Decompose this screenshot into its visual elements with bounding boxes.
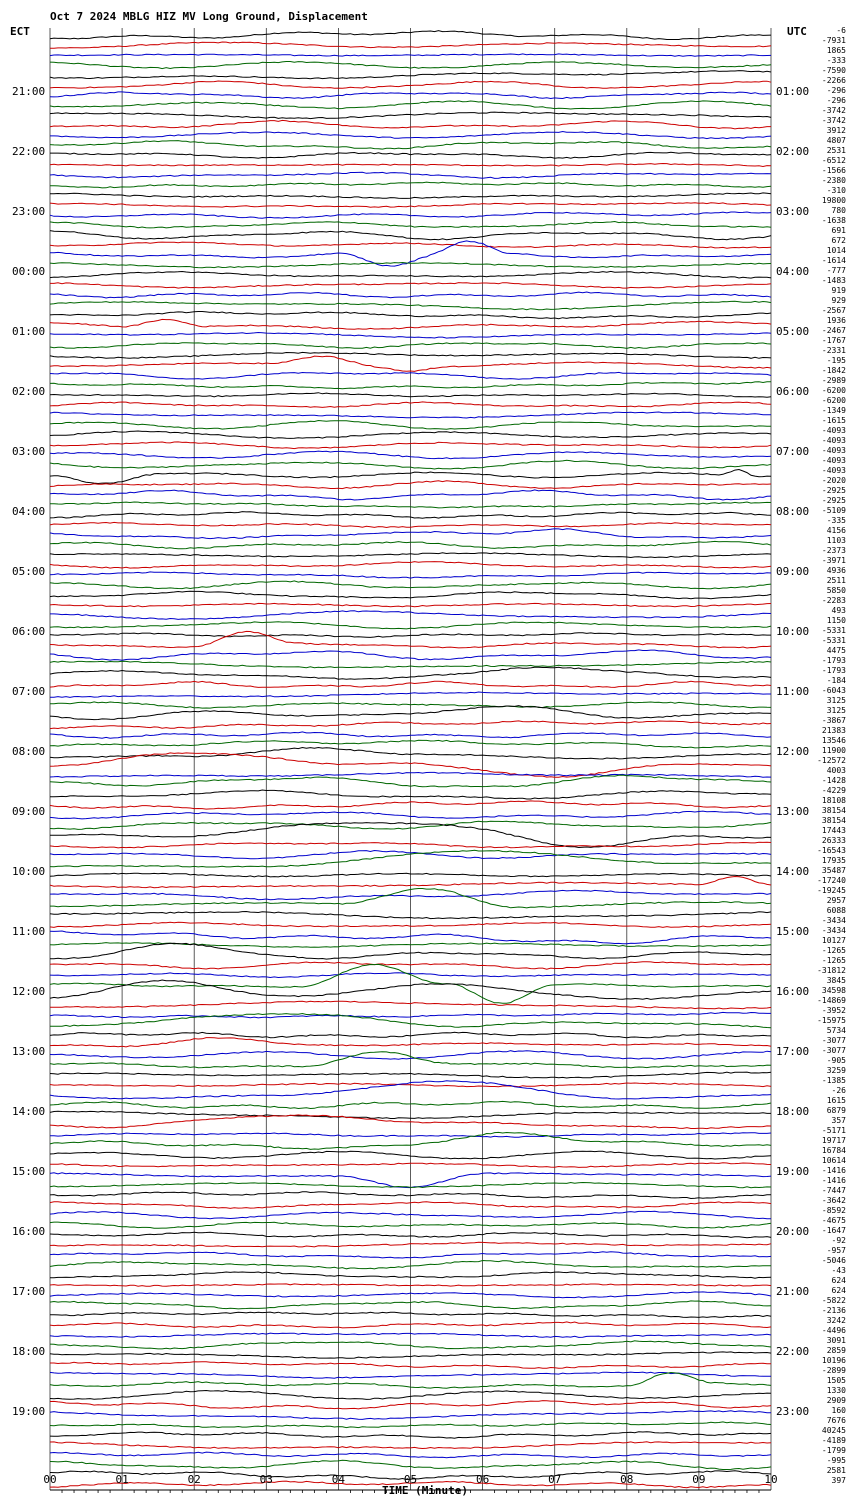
trace-value-label: -184 bbox=[826, 676, 846, 685]
trace-value-label: -3867 bbox=[821, 716, 846, 725]
trace-value-label: -1265 bbox=[821, 946, 846, 955]
trace-value-label: 2957 bbox=[826, 896, 846, 905]
trace-value-label: -4229 bbox=[821, 786, 846, 795]
trace-value-label: -2266 bbox=[821, 76, 846, 85]
x-tick-09: 09 bbox=[692, 1473, 706, 1486]
right-hour-label: 20:00 bbox=[776, 1225, 810, 1238]
trace-value-label: 2531 bbox=[826, 146, 846, 155]
right-hour-label: 16:00 bbox=[776, 985, 810, 998]
trace-value-label: -2925 bbox=[821, 496, 846, 505]
right-hour-label: 05:00 bbox=[776, 325, 810, 338]
trace-value-label: -2283 bbox=[821, 596, 846, 605]
trace-value-label: -3742 bbox=[821, 106, 846, 115]
trace-value-label: 1936 bbox=[826, 316, 846, 325]
trace-value-label: 13546 bbox=[821, 736, 846, 745]
trace-value-label: -1483 bbox=[821, 276, 846, 285]
trace-value-label: 6879 bbox=[826, 1106, 846, 1115]
trace-value-label: 4003 bbox=[826, 766, 846, 775]
trace-value-label: -26 bbox=[831, 1086, 846, 1095]
trace-value-label: -12572 bbox=[817, 756, 846, 765]
trace-value-label: 3259 bbox=[826, 1066, 846, 1075]
x-tick-04: 04 bbox=[331, 1473, 346, 1486]
trace-value-label: -333 bbox=[826, 56, 846, 65]
right-hour-label: 10:00 bbox=[776, 625, 810, 638]
right-hour-label: 09:00 bbox=[776, 565, 810, 578]
trace-value-label: 38154 bbox=[821, 816, 846, 825]
trace-value-label: 17935 bbox=[821, 856, 846, 865]
trace-value-label: -4189 bbox=[821, 1436, 846, 1445]
trace-value-label: -4093 bbox=[821, 426, 846, 435]
trace-value-label: -3952 bbox=[821, 1006, 846, 1015]
left-timezone-label: ECT bbox=[10, 25, 30, 38]
left-hour-label: 14:00 bbox=[12, 1105, 46, 1118]
trace-value-label: -995 bbox=[826, 1456, 846, 1465]
trace-value-label: 1865 bbox=[826, 46, 846, 55]
trace-value-label: -335 bbox=[826, 516, 846, 525]
trace-value-label: 6088 bbox=[826, 906, 846, 915]
trace-value-label: -1349 bbox=[821, 406, 846, 415]
trace-value-label: -1842 bbox=[821, 366, 846, 375]
right-hour-label: 07:00 bbox=[776, 445, 810, 458]
chart-title: Oct 7 2024 MBLG HIZ MV Long Ground, Displacement bbox=[50, 10, 368, 23]
trace-value-label: 624 bbox=[831, 1276, 846, 1285]
trace-value-label: -957 bbox=[826, 1246, 846, 1255]
x-tick-02: 02 bbox=[187, 1473, 201, 1486]
x-tick-05: 05 bbox=[403, 1473, 418, 1486]
trace-value-label: -92 bbox=[831, 1236, 846, 1245]
x-tick-01: 01 bbox=[115, 1473, 129, 1486]
trace-value-label: -1416 bbox=[821, 1176, 846, 1185]
trace-value-label: 493 bbox=[831, 606, 846, 615]
left-hour-label: 23:00 bbox=[12, 205, 46, 218]
left-hour-label: 03:00 bbox=[12, 445, 46, 458]
right-hour-label: 02:00 bbox=[776, 145, 810, 158]
trace-value-label: 1615 bbox=[826, 1096, 846, 1105]
trace-value-label: 19717 bbox=[821, 1136, 846, 1145]
right-hour-label: 18:00 bbox=[776, 1105, 810, 1118]
left-hour-label: 02:00 bbox=[12, 385, 46, 398]
trace-value-label: 691 bbox=[831, 226, 846, 235]
trace-value-label: 397 bbox=[831, 1476, 846, 1485]
left-hour-label: 13:00 bbox=[12, 1045, 46, 1058]
trace-value-label: -2925 bbox=[821, 486, 846, 495]
left-hour-label: 22:00 bbox=[12, 145, 46, 158]
trace-value-label: -14869 bbox=[817, 996, 846, 1005]
left-hour-label: 10:00 bbox=[12, 865, 46, 878]
trace-value-label: 2859 bbox=[826, 1346, 846, 1355]
trace-value-label: -3434 bbox=[821, 916, 846, 925]
left-hour-label: 05:00 bbox=[12, 565, 46, 578]
trace-value-label: 3125 bbox=[826, 696, 846, 705]
trace-value-label: -1416 bbox=[821, 1166, 846, 1175]
trace-value-label: -5331 bbox=[821, 636, 846, 645]
trace-value-label: -43 bbox=[831, 1266, 846, 1275]
left-hour-label: 07:00 bbox=[12, 685, 46, 698]
x-tick-03: 03 bbox=[259, 1473, 273, 1486]
trace-value-label: -6 bbox=[836, 26, 846, 35]
trace-value-label: -1385 bbox=[821, 1076, 846, 1085]
trace-value-label: -19245 bbox=[817, 886, 846, 895]
trace-value-label: -1799 bbox=[821, 1446, 846, 1455]
trace-value-label: -2380 bbox=[821, 176, 846, 185]
trace-value-label: 10196 bbox=[821, 1356, 846, 1365]
trace-value-label: -195 bbox=[826, 356, 846, 365]
trace-value-label: 16784 bbox=[821, 1146, 846, 1155]
trace-value-label: -3971 bbox=[821, 556, 846, 565]
left-hour-label: 09:00 bbox=[12, 805, 46, 818]
trace-value-label: -310 bbox=[826, 186, 846, 195]
left-hour-label: 21:00 bbox=[12, 85, 46, 98]
trace-value-label: 919 bbox=[831, 286, 846, 295]
trace-value-label: -31812 bbox=[817, 966, 846, 975]
trace-value-label: -1615 bbox=[821, 416, 846, 425]
right-hour-label: 01:00 bbox=[776, 85, 810, 98]
trace-value-label: 929 bbox=[831, 296, 846, 305]
left-hour-label: 19:00 bbox=[12, 1405, 46, 1418]
trace-value-label: -3742 bbox=[821, 116, 846, 125]
trace-value-label: -3434 bbox=[821, 926, 846, 935]
trace-value-label: -5171 bbox=[821, 1126, 846, 1135]
trace-value-label: -2373 bbox=[821, 546, 846, 555]
trace-value-label: 3845 bbox=[826, 976, 846, 985]
trace-value-label: -5331 bbox=[821, 626, 846, 635]
trace-value-label: -1265 bbox=[821, 956, 846, 965]
trace-value-label: -5822 bbox=[821, 1296, 846, 1305]
trace-value-label: 38154 bbox=[821, 806, 846, 815]
trace-value-label: -8592 bbox=[821, 1206, 846, 1215]
x-tick-08: 08 bbox=[620, 1473, 634, 1486]
trace-value-label: -1767 bbox=[821, 336, 846, 345]
left-hour-label: 01:00 bbox=[12, 325, 46, 338]
trace-value-label: 4807 bbox=[826, 136, 846, 145]
trace-value-label: -3077 bbox=[821, 1036, 846, 1045]
trace-value-label: -1793 bbox=[821, 666, 846, 675]
x-axis-label: TIME (Minute) bbox=[381, 1484, 469, 1497]
left-hour-label: 17:00 bbox=[12, 1285, 46, 1298]
trace-value-label: -15975 bbox=[817, 1016, 846, 1025]
trace-value-label: 10127 bbox=[821, 936, 846, 945]
trace-value-label: -2989 bbox=[821, 376, 846, 385]
trace-value-label: 11900 bbox=[821, 746, 846, 755]
trace-value-label: -1614 bbox=[821, 256, 846, 265]
trace-value-label: 3091 bbox=[826, 1336, 846, 1345]
right-hour-label: 12:00 bbox=[776, 745, 810, 758]
trace-value-label: -1638 bbox=[821, 216, 846, 225]
trace-value-label: 2511 bbox=[826, 576, 846, 585]
trace-value-label: 357 bbox=[831, 1116, 846, 1125]
trace-value-label: -7931 bbox=[821, 36, 846, 45]
trace-value-label: 672 bbox=[831, 236, 846, 245]
trace-value-label: 35487 bbox=[821, 866, 846, 875]
trace-value-label: -2467 bbox=[821, 326, 846, 335]
right-hour-label: 22:00 bbox=[776, 1345, 810, 1358]
trace-value-label: -2567 bbox=[821, 306, 846, 315]
trace-value-label: -4496 bbox=[821, 1326, 846, 1335]
trace-value-label: 26333 bbox=[821, 836, 846, 845]
trace-value-label: 40245 bbox=[821, 1426, 846, 1435]
right-hour-label: 08:00 bbox=[776, 505, 810, 518]
trace-value-label: 19800 bbox=[821, 196, 846, 205]
right-hour-label: 17:00 bbox=[776, 1045, 810, 1058]
left-hour-label: 12:00 bbox=[12, 985, 46, 998]
trace-value-label: 160 bbox=[831, 1406, 846, 1415]
trace-value-label: -4093 bbox=[821, 456, 846, 465]
x-tick-00: 00 bbox=[43, 1473, 57, 1486]
trace-value-label: 3242 bbox=[826, 1316, 846, 1325]
right-hour-label: 03:00 bbox=[776, 205, 810, 218]
trace-value-label: 1505 bbox=[826, 1376, 846, 1385]
trace-value-label: -1428 bbox=[821, 776, 846, 785]
right-hour-label: 15:00 bbox=[776, 925, 810, 938]
trace-value-label: -6512 bbox=[821, 156, 846, 165]
trace-value-label: -2136 bbox=[821, 1306, 846, 1315]
trace-value-label: 1330 bbox=[826, 1386, 846, 1395]
trace-value-label: -1566 bbox=[821, 166, 846, 175]
x-tick-06: 06 bbox=[475, 1473, 490, 1486]
trace-value-label: 4936 bbox=[826, 566, 846, 575]
trace-value-label: -1647 bbox=[821, 1226, 846, 1235]
trace-value-label: 2581 bbox=[826, 1466, 846, 1475]
trace-value-label: -777 bbox=[826, 266, 846, 275]
trace-value-label: 780 bbox=[831, 206, 846, 215]
trace-value-label: 3125 bbox=[826, 706, 846, 715]
left-hour-label: 18:00 bbox=[12, 1345, 46, 1358]
x-tick-07: 07 bbox=[548, 1473, 562, 1486]
left-hour-label: 04:00 bbox=[12, 505, 46, 518]
trace-value-label: -4093 bbox=[821, 446, 846, 455]
x-tick-10: 10 bbox=[764, 1473, 778, 1486]
right-hour-label: 11:00 bbox=[776, 685, 810, 698]
trace-value-label: -2020 bbox=[821, 476, 846, 485]
left-hour-label: 06:00 bbox=[12, 625, 46, 638]
trace-value-label: -4675 bbox=[821, 1216, 846, 1225]
left-hour-label: 00:00 bbox=[12, 265, 46, 278]
trace-value-label: 1014 bbox=[826, 246, 846, 255]
left-hour-label: 15:00 bbox=[12, 1165, 46, 1178]
right-hour-label: 04:00 bbox=[776, 265, 810, 278]
trace-value-label: 21383 bbox=[821, 726, 846, 735]
trace-value-label: 34598 bbox=[821, 986, 846, 995]
right-hour-label: 06:00 bbox=[776, 385, 810, 398]
trace-value-label: -4093 bbox=[821, 436, 846, 445]
trace-value-label: 2909 bbox=[826, 1396, 846, 1405]
trace-value-label: 624 bbox=[831, 1286, 846, 1295]
trace-value-label: -2331 bbox=[821, 346, 846, 355]
trace-value-label: -296 bbox=[826, 96, 846, 105]
trace-value-label: 4475 bbox=[826, 646, 846, 655]
left-hour-label: 11:00 bbox=[12, 925, 46, 938]
trace-value-label: -1793 bbox=[821, 656, 846, 665]
trace-value-label: 7676 bbox=[826, 1416, 846, 1425]
right-hour-label: 14:00 bbox=[776, 865, 810, 878]
trace-value-label: -7590 bbox=[821, 66, 846, 75]
right-hour-label: 19:00 bbox=[776, 1165, 810, 1178]
right-hour-label: 21:00 bbox=[776, 1285, 810, 1298]
right-hour-label: 23:00 bbox=[776, 1405, 810, 1418]
trace-value-label: 5734 bbox=[826, 1026, 846, 1035]
trace-value-label: -3077 bbox=[821, 1046, 846, 1055]
trace-value-label: 1150 bbox=[826, 616, 846, 625]
trace-value-label: 4156 bbox=[826, 526, 846, 535]
trace-value-label: 1103 bbox=[826, 536, 846, 545]
trace-value-label: 18108 bbox=[821, 796, 846, 805]
trace-value-label: -905 bbox=[826, 1056, 846, 1065]
trace-value-label: -16543 bbox=[817, 846, 846, 855]
trace-value-label: -5109 bbox=[821, 506, 846, 515]
trace-value-label: -5046 bbox=[821, 1256, 846, 1265]
trace-value-label: 5850 bbox=[826, 586, 846, 595]
trace-value-label: -6043 bbox=[821, 686, 846, 695]
trace-value-label: -4093 bbox=[821, 466, 846, 475]
left-hour-label: 08:00 bbox=[12, 745, 46, 758]
right-timezone-label: UTC bbox=[787, 25, 807, 38]
trace-value-label: -296 bbox=[826, 86, 846, 95]
trace-value-label: -3642 bbox=[821, 1196, 846, 1205]
trace-value-label: -2899 bbox=[821, 1366, 846, 1375]
trace-value-label: -17240 bbox=[817, 876, 846, 885]
trace-value-label: -6200 bbox=[821, 396, 846, 405]
trace-value-label: 17443 bbox=[821, 826, 846, 835]
trace-value-label: 10614 bbox=[821, 1156, 846, 1165]
trace-value-label: -6200 bbox=[821, 386, 846, 395]
left-hour-label: 16:00 bbox=[12, 1225, 46, 1238]
trace-value-label: 3912 bbox=[826, 126, 846, 135]
trace-value-label: -7447 bbox=[821, 1186, 846, 1195]
right-hour-label: 13:00 bbox=[776, 805, 810, 818]
